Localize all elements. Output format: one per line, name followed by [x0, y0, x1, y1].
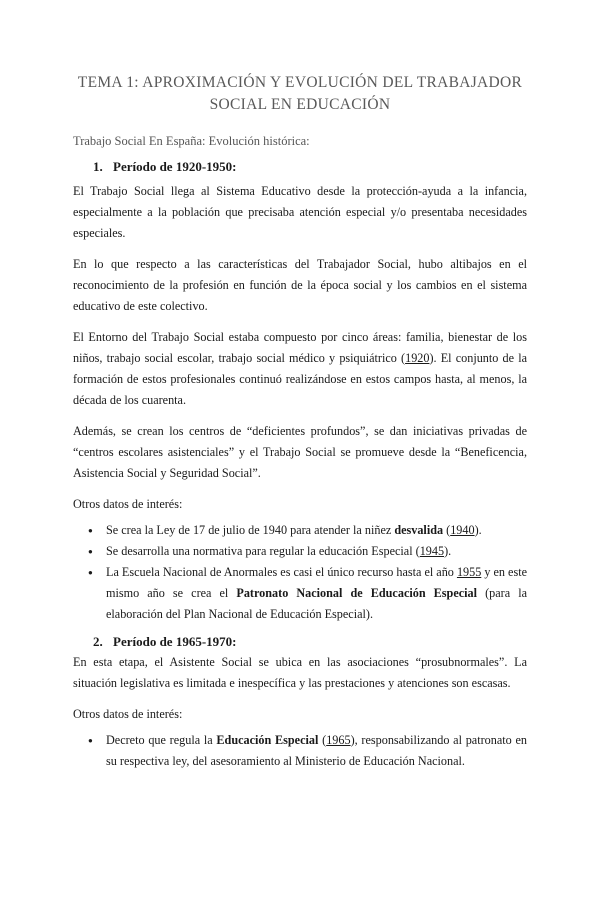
paragraph-text: ). El conjunto de la formación de estos profesionales continuó realizándose en estos campos hasta, al menos, la década de los cuarenta.: [73, 351, 528, 407]
section-2-other-label: Otros datos de interés:: [73, 707, 183, 721]
item-text: (: [443, 523, 451, 537]
section-2-title: Período de 1965-1970:: [113, 634, 237, 649]
section-1-other-label: Otros datos de interés:: [73, 497, 183, 511]
year-link-1940: 1940: [450, 523, 475, 537]
paragraph-text: El Entorno del Trabajo Social estaba compuesto por cinco áreas: familia, bienestar de los niños, trabajo social escolar, trabajo social médico y psiquiátrico (: [73, 330, 527, 365]
item-text: ).: [474, 523, 482, 537]
section-1-bullet-list: [73, 520, 527, 625]
item-text: Decreto que regula la: [106, 733, 217, 747]
section-2-number: 2.: [93, 634, 103, 649]
item-text: (para la elaboración del Plan Nacional de Educación Especial).: [106, 586, 527, 621]
year-link-1920: 1920: [405, 351, 430, 365]
year-link-1945: 1945: [419, 544, 445, 558]
list-item: [73, 562, 527, 625]
section-1-title: Período de 1920-1950:: [113, 159, 237, 174]
section-1-paragraph-1: El Trabajo Social llega al Sistema Educativo desde la protección-ayuda a la infancia, especialmente a la población que precisaba atención especial y/o presentaba necesidades especiales.: [73, 184, 527, 240]
item-text: La Escuela Nacional de Anormales es casi el único recurso hasta el año: [106, 565, 457, 579]
item-text: ), responsabilizando al patronato en su respectiva ley, del asesoramiento al Ministerio de Educación Nacional.: [106, 733, 527, 768]
item-bold: Educación Especial: [216, 733, 319, 747]
item-text: y en este mismo año se crea el: [106, 565, 527, 600]
section-1-heading: [93, 159, 527, 175]
section-1-paragraph-2: En lo que respecto a las características del Trabajador Social, hubo altibajos en el reconocimiento de la profesión en función de la época social y los cambios en el sistema educativo de este colectivo.: [73, 257, 527, 313]
section-2-heading: [93, 634, 527, 650]
item-bold: desvalida: [394, 523, 444, 537]
section-2-paragraph-1: En esta etapa, el Asistente Social se ubica en las asociaciones “prosubnormales”. La situación legislativa es limitada e inespecífica y las prestaciones y atenciones son escasas.: [73, 655, 527, 690]
section-1-paragraph-3: [73, 327, 527, 411]
item-text: (: [318, 733, 327, 747]
item-bold: Patronato Nacional de Educación Especial: [236, 586, 478, 600]
item-text: Se desarrolla una normativa para regular la educación Especial (: [106, 544, 420, 558]
section-1-number: 1.: [93, 159, 103, 174]
document-page: [0, 72, 600, 920]
year-link-1955: 1955: [456, 565, 482, 579]
item-text: ).: [444, 544, 452, 558]
list-item: [73, 541, 527, 562]
document-title: TEMA 1: APROXIMACIÓN Y EVOLUCIÓN DEL TRABAJADOR SOCIAL EN EDUCACIÓN: [77, 74, 523, 113]
list-item: [73, 520, 527, 541]
item-text: Se crea la Ley de 17 de julio de 1940 para atender la niñez: [106, 523, 395, 537]
section-2-bullet-list: [73, 730, 527, 772]
list-item: [73, 730, 527, 772]
document-subtitle: Trabajo Social En España: Evolución histórica:: [73, 134, 310, 148]
year-link-1965: 1965: [326, 733, 351, 747]
section-1-paragraph-4: Además, se crean los centros de “deficientes profundos”, se dan iniciativas privadas de “centros escolares asistenciales” y el Trabajo Social se promueve desde la “Beneficencia, Asistencia Social y Seguridad Social”.: [73, 424, 527, 480]
